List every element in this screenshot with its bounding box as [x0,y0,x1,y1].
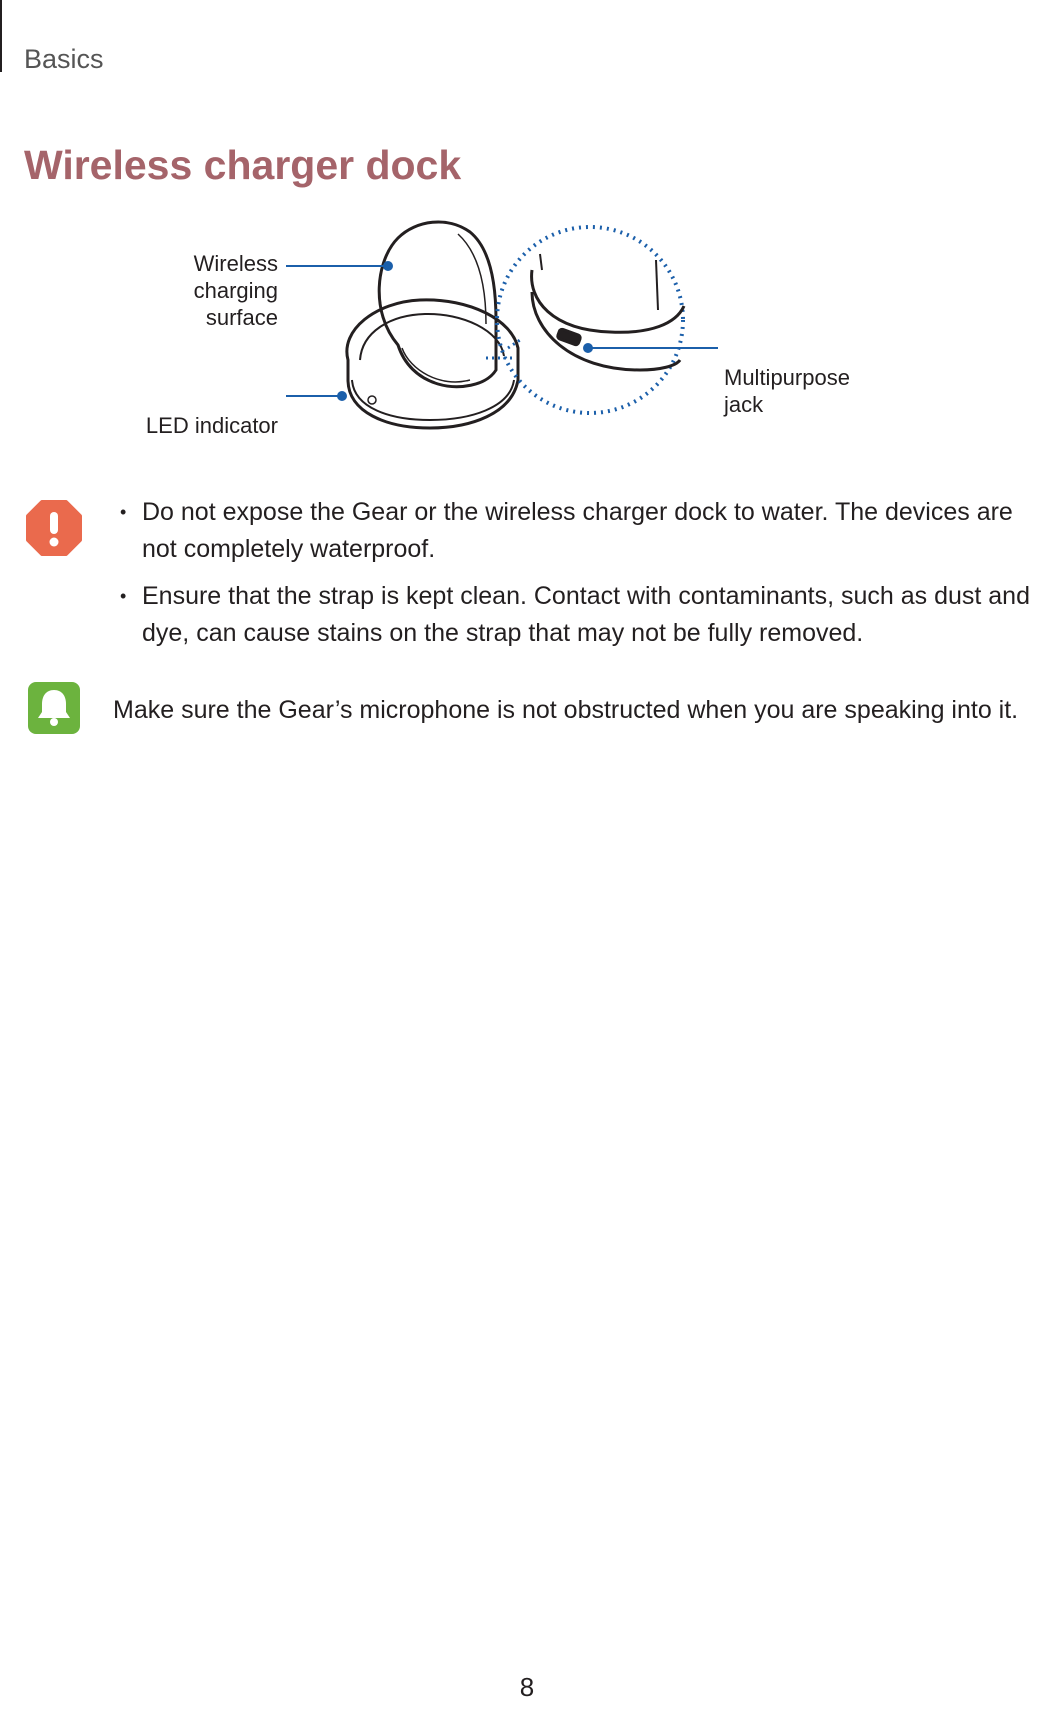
caution-list [118,494,1048,662]
caution-icon [26,500,82,556]
callout-charging-surface [170,250,278,331]
dock-base [347,300,518,428]
zoom-circle [497,227,683,413]
caution-item [118,494,1048,568]
caution-item-text: Ensure that the strap is kept clean. Contact with contaminants, such as dust and dye, can cause stains on the strap that may not be fully removed. [142,582,1030,647]
led-dot [368,396,376,404]
callout-lines [286,262,718,400]
page-number: 8 [519,1672,535,1702]
callout-charging-surface-line-1: Wireless [193,251,278,276]
callout-charging-surface-line-3: surface [205,305,278,330]
page-title: Wireless charger dock [24,142,462,188]
bell-icon [26,680,82,736]
bullet-dot: • [120,502,127,522]
callout-multipurpose-jack-line-1: Multipurpose [724,365,850,390]
charger-dock-figure [140,220,940,470]
callout-led-indicator: LED indicator [145,413,278,438]
caution-item [118,578,1048,652]
bullet-dot: • [120,586,127,606]
callout-multipurpose-jack [724,364,874,418]
section-label: Basics [24,44,104,74]
note-text: Make sure the Gear’s microphone is not obstructed when you are speaking into it. [113,696,1019,724]
callout-multipurpose-jack-line-2: jack [724,392,764,417]
callout-charging-surface-line-2: charging [193,278,278,303]
zoomed-dock-side [532,254,684,370]
header-rule [0,0,2,72]
caution-item-text: Do not expose the Gear or the wireless charger dock to water. The devices are not completely waterproof. [142,498,1013,563]
